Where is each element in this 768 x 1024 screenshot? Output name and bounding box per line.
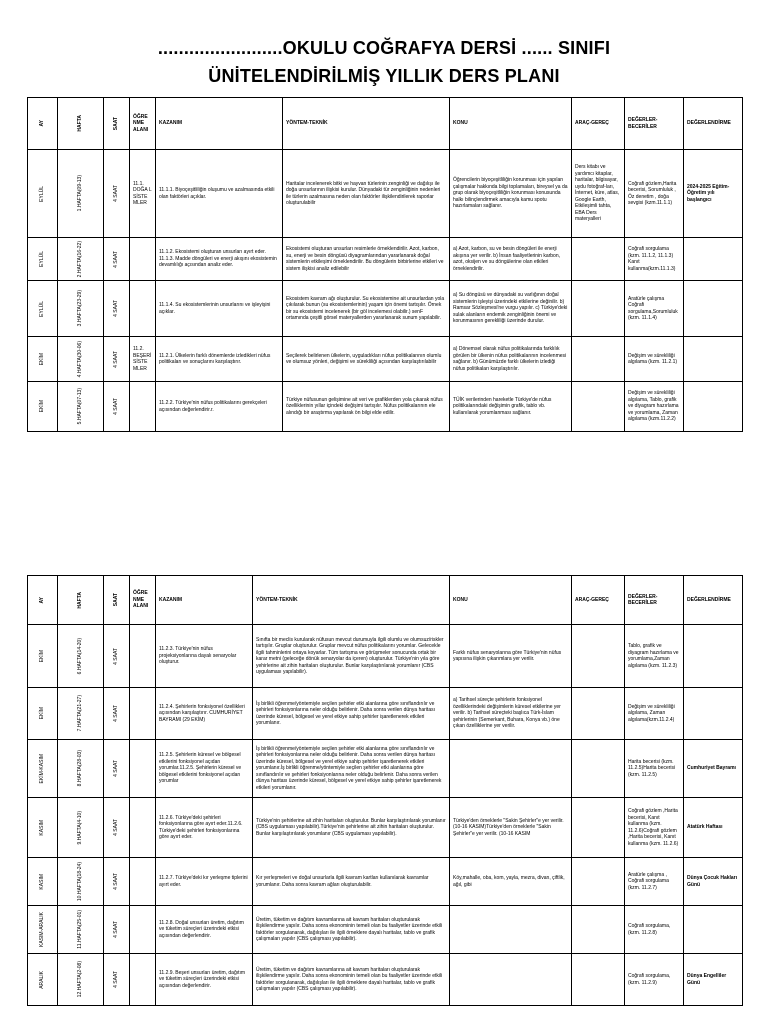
month-cell: KASIM <box>28 798 58 858</box>
kazanim-cell: 11.1.4. Su ekosistemlerinin unsurlarını ve işleyişini açıklar. <box>156 281 283 337</box>
week-cell: 2.HAFTA(16-22) <box>58 238 104 281</box>
hours-cell: 4 SAAT <box>104 954 130 1006</box>
header-hafta: HAFTA <box>58 98 104 150</box>
degerlendirme-cell <box>684 382 743 432</box>
month-cell: EYLÜL <box>28 238 58 281</box>
table-row <box>28 740 743 798</box>
degerler-cell: Aratürle çalışma , Coğrafi sorgulama (kzm. 11.2.7) <box>625 858 684 906</box>
table-row <box>28 906 743 954</box>
arac-cell <box>572 281 625 337</box>
hours-cell: 4 SAAT <box>104 906 130 954</box>
header-ay: AY <box>28 98 58 150</box>
hours-cell: 4 SAAT <box>104 281 130 337</box>
header-yontem: YÖNTEM-TEKNİK <box>253 576 450 625</box>
week-cell: 11.HAFTA(25-01) <box>58 906 104 954</box>
learning-area-cell <box>130 858 156 906</box>
table-header-row <box>28 98 743 150</box>
hours-cell: 4 SAAT <box>104 740 130 798</box>
kazanim-cell: 11.1.1. Biyoçeşitliliğin oluşumu ve azalmasında etkili olan faktörleri açıklar. <box>156 150 283 238</box>
table-row <box>28 798 743 858</box>
header-konu: KONU <box>450 98 572 150</box>
header-kazanim: KAZANIM <box>156 98 283 150</box>
learning-area-cell: 11.1. DOĞA L SİSTE MLER <box>130 150 156 238</box>
learning-area-cell <box>130 906 156 954</box>
table-header-row <box>28 576 743 625</box>
arac-cell <box>572 337 625 382</box>
page-subtitle: ÜNİTELENDİRİLMİŞ YILLIK DERS PLANI <box>208 66 560 86</box>
arac-cell <box>572 238 625 281</box>
arac-cell <box>572 688 625 740</box>
degerler-cell: Değişim ve sürekliliği algılama, Zaman algılama(kzm.11.2.4) <box>625 688 684 740</box>
learning-area-cell <box>130 238 156 281</box>
header-degerler: DEĞERLER-BECERİLER <box>625 98 684 150</box>
table-row <box>28 150 743 238</box>
learning-area-cell <box>130 798 156 858</box>
table-row <box>28 382 743 432</box>
month-cell: EKİM-KASIM <box>28 740 58 798</box>
kazanim-cell: 11.2.2. Türkiye'nin nüfus politikalarını gerekçeleri açısından değerlendirir.r. <box>156 382 283 432</box>
arac-cell <box>572 382 625 432</box>
month-cell: EKİM <box>28 337 58 382</box>
table-row <box>28 858 743 906</box>
month-cell: EYLÜL <box>28 150 58 238</box>
degerlendirme-cell: Dünya Engelliler Günü <box>684 954 743 1006</box>
header-yontem: YÖNTEM-TEKNİK <box>283 98 450 150</box>
konu-cell: Farklı nüfus senaryolarına göre Türkiye'nin nüfus yapısına ilişkin çıkarımlara yer verilir. <box>450 625 572 688</box>
month-cell: KASIM-ARALIK <box>28 906 58 954</box>
week-cell: 5.HAFTA(07-13) <box>58 382 104 432</box>
konu-cell: Köy,mahalle, oba, kom, yayla, mezra, divan, çiftlik, ağıl, gibi <box>450 858 572 906</box>
learning-area-cell <box>130 625 156 688</box>
degerler-cell: Harita becerisi (kzm. 11.2.5)Harita becerisi (kzm. 11.2.5) <box>625 740 684 798</box>
hours-cell: 4 SAAT <box>104 238 130 281</box>
degerler-cell: Değişim ve sürekliliği algılama, Tablo, grafik ve diyagram hazırlama ve yorumlama, Zaman algılama (kzm.11.2.2) <box>625 382 684 432</box>
learning-area-cell: 11.2. BEŞERİ SİSTE MLER <box>130 337 156 382</box>
header-kazanim: KAZANIM <box>156 576 253 625</box>
kazanim-cell: 11.2.7. Türkiye'deki kır yerleşme tiplerini ayırt eder. <box>156 858 253 906</box>
header-saat: SAAT <box>104 576 130 625</box>
degerlendirme-cell <box>684 281 743 337</box>
degerlendirme-cell <box>684 238 743 281</box>
month-cell: EYLÜL <box>28 281 58 337</box>
yontem-cell: Üretim, tüketim ve dağıtım kavramlarına ait kavram haritaları oluşturularak ilişkilendirme yapılır. Daha sonra ekonominin temeli olan bu faaliyetler üzerinde etkili faktörler sorgulanarak, dağılışları ile ilgili örneklere dayalı haritalar, tablo ve grafik çalışmaları yapılır (CBS çalışması yapılabilir). <box>253 906 450 954</box>
yontem-cell: İş birlikli öğrenme/yöntemiyle seçilen şehirler etki alanlarına göre sınıflandırılır ve şehirleri fonksiyonlarına neler olduğu belirlenir. Daha sonra verilen dünya haritası üzerinde küresel, bölgesel ve yerel etkiye sahip şehirler işaretlenerek etkileri yorumlanır.İş birlikli öğrenme/yöntemiyle seçilen şehirler etki alanlarına göre sınıflandırılır ve şehirleri fonksiyonlarına neler olduğu belirlenir. Daha sonra verilen dünya haritası üzerinde küresel, bölgesel ve yerel etkiye sahip şehirler işaretlenerek etkileri yorumlanır. <box>253 740 450 798</box>
header-degerler: DEĞERLER-BECERİLER <box>625 576 684 625</box>
kazanim-cell: 11.2.3. Türkiye'nin nüfus projeksiyonlarına dayalı senaryolar oluşturur. <box>156 625 253 688</box>
kazanim-cell: 11.2.9. Beşeri unsurları üretim, dağıtım ve tüketim süreçleri üzerindeki etkisi açısından değerlendirir. <box>156 954 253 1006</box>
yontem-cell: Kır yerleşmeleri ve doğal unsurlarla ilgili kavram kartları kullanılarak kavramlar yorumlanır. Daha sonra kavram ağları oluşturulabilir. <box>253 858 450 906</box>
konu-cell: Türkiye'den örneklerle "Sakin Şehirler"e yer verilir. (10-16 KASIM)Türkiye'den örneklerle "Sakin Şehirler"e yer verilir. (10-16 KASIM <box>450 798 572 858</box>
yontem-cell: Türkiye'nin şehirlerine ait zihin haritaları oluşturulur. Bunlar karşılaştırılarak yorumlanır (CBS uygulaması yapılabilir).Türkiye'nin şehirlerine ait zihin haritaları oluşturulur. Bunlar karşılaştırılarak yorumlanır (CBS uygulaması yapılabilir). <box>253 798 450 858</box>
hours-cell: 4 SAAT <box>104 858 130 906</box>
learning-area-cell <box>130 954 156 1006</box>
table-row <box>28 954 743 1006</box>
degerler-cell: Coğrafi gözlem,Harita becerisi, Sorumluluk , Öz denetim , doğa sevgisi (kzm.11.1.1) <box>625 150 684 238</box>
header-arac: ARAÇ-GEREÇ <box>572 98 625 150</box>
degerler-cell: Coğrafi sorgulama (kzm. 11.1.2, 11.1.3) Kanıt kullanma(kzm.11.1.3) <box>625 238 684 281</box>
yontem-cell: Türkiye nüfusunun gelişimine ait veri ve grafiklerden yola çıkarak nüfus özelliklerinin yıllar içindeki değişimi tartışılır. Nüfus politikalarının ele alındığı bir araştırma yapılarak ön bilgi elde edilir. <box>283 382 450 432</box>
degerler-cell: Tablo, grafik ve diyagram hazırlama ve yorumlama,Zaman algılama (kzm. 11.2.3) <box>625 625 684 688</box>
arac-cell: Ders kitabı ve yardımcı kitaplar, haritalar, bilgisayar, uydu fotoğraf-ları, İnternet, küre, atlas, Google Earth, Etkileşimli tahta, EBA Ders materyalleri <box>572 150 625 238</box>
header-hafta: HAFTA <box>58 576 104 625</box>
degerlendirme-cell <box>684 625 743 688</box>
header-konu: KONU <box>450 576 572 625</box>
plan-table-1 <box>27 97 743 432</box>
week-cell: 8.HAFTA(28-03) <box>58 740 104 798</box>
degerlendirme-cell <box>684 906 743 954</box>
table-row <box>28 625 743 688</box>
yontem-cell: Ekosistem kavram ağı oluşturulur. Su ekosistemine ait unsurlardan yola çıkılarak bunun (su ekosistemlerinin) yaşam için önemi tartışılır. Örnek bir su ekosistemi incelenerek (bir göl incelemesi olabilir.) senF ortamında çeşitli görsel materyallerden yararlanarak sunum yapılabilir. <box>283 281 450 337</box>
yontem-cell: İş birlikli öğrenme/yöntemiyle seçilen şehirler etki alanlarına göre sınıflandırılır ve şehirleri fonksiyonlarına neler olduğu belirlenir. Daha sonra verilen dünya haritası üzerinde küresel, bölgesel ve yerel etkiye sahip şehirler işaretlenerek etkileri yorumlanır. <box>253 688 450 740</box>
konu-cell: Öğrencilerin biyoçeşitliliğin korunması için yapılan çalışmalar hakkında bilgi toplamaları, bireysel ya da grup olarak biyoçeşitliliğin korunması konusunda halkı bilinçlendirmek amacıyla kamu spotu hazırlamaları sağlanır. <box>450 150 572 238</box>
week-cell: 7.HAFTA(21-27) <box>58 688 104 740</box>
week-cell: 12.HAFTA(2-08) <box>58 954 104 1006</box>
degerler-cell: Aratürle çalışma Coğrafi sorgulama,Sorumluluk (kzm. 11.1.4) <box>625 281 684 337</box>
hours-cell: 4 SAAT <box>104 150 130 238</box>
learning-area-cell <box>130 281 156 337</box>
learning-area-cell <box>130 688 156 740</box>
kazanim-cell: 11.2.4. Şehirlerin fonksiyonel özellikleri açısından karşılaştırır. CUMHURİYET BAYRAMI (29 EKİM) <box>156 688 253 740</box>
week-cell: 10.HAFTA(18-24) <box>58 858 104 906</box>
page-title: ........................OKULU COĞRAFYA DERSİ ...... SINIFI <box>157 38 611 58</box>
month-cell: EKİM <box>28 625 58 688</box>
header-saat: SAAT <box>104 98 130 150</box>
hours-cell: 4 SAAT <box>104 382 130 432</box>
table-row <box>28 337 743 382</box>
week-cell: 3.HAFTA(23-29) <box>58 281 104 337</box>
yontem-cell: Ekosistemi oluşturan unsurları resimlerle örneklendirilir. Azot, karbon, su, enerji ve besin döngüsü diyagramlarından yararlanarak doğal sistemlerin etkileşimi örneklendirilir. Bu döngülerin birbirlerine etkileri ve sistem ilişkisi analiz edilebilir <box>283 238 450 281</box>
header-degerlendirme: DEĞERLENDİRME <box>684 98 743 150</box>
konu-cell <box>450 740 572 798</box>
month-cell: KASIM <box>28 858 58 906</box>
arac-cell <box>572 858 625 906</box>
arac-cell <box>572 625 625 688</box>
hours-cell: 4 SAAT <box>104 798 130 858</box>
header-degerlendirme: DEĞERLENDİRME <box>684 576 743 625</box>
week-cell: 4.HAFTA(30-06) <box>58 337 104 382</box>
month-cell: EKİM <box>28 382 58 432</box>
header-arac: ARAÇ-GEREÇ <box>572 576 625 625</box>
plan-table-2 <box>27 575 743 1006</box>
yontem-cell: Üretim, tüketim ve dağıtım kavramlarına ait kavram haritaları oluşturularak ilişkilendirme yapılır. Daha sonra ekonominin temeli olan bu faaliyetler üzerinde etkili faktörler sorgulanarak, dağılışları ile ilgili örneklere dayalı haritalar, tablo ve grafik çalışmaları yapılır (CBS çalışması yapılabilir). <box>253 954 450 1006</box>
kazanim-cell: 11.2.6. Türkiye'deki şehirleri fonksiyonlarına göre ayırt eder.11.2.6. Türkiye'deki şehirleri fonksiyonlarına göre ayırt eder. <box>156 798 253 858</box>
yontem-cell: Sınıfta bir meclis kurularak nüfusun mevcut durumuyla ilgili olumlu ve olumsuz/riskler tartışılır. Gruplar oluşturulur. Gruplar mevcut nüfus politikalarını yorumlar. Gelecekle ilgili tahminlerini ortaya koyarlar. Tüm tartışma ve görüşmeler sonucunda ortak bir karar metni (geleceğe dönük senaryolar da içeren) oluşturulur. Türkiye'nin yıla göre yehirlerine ait zihin haritaları oluşturulur. Bunlar karşılaştırılarak yorumlanır (CBS uygulaması yapılabilir). <box>253 625 450 688</box>
header-ogrenme-alani: ÖĞRE NME ALANI <box>130 98 156 150</box>
week-cell: 9.HAFTA(4-10) <box>58 798 104 858</box>
table-row <box>28 281 743 337</box>
degerler-cell: Coğrafi sorgulama, (kzm. 11.2.9) <box>625 954 684 1006</box>
kazanim-cell: 11.1.2. Ekosistemi oluşturan unsurları ayırt eder. 11.1.3. Madde döngüleri ve enerji akışını ekosistemin devamlılığı açısından analiz eder. <box>156 238 283 281</box>
kazanim-cell: 11.2.1. Ülkelerin farklı dönemlerde izledikleri nüfus politikaları ve sonuçlarını karşılaştırır. <box>156 337 283 382</box>
konu-cell: TÜİK verilerinden hareketle Türkiye'de nüfus politikalarındaki değişimin grafik, tablo vb. kullanılarak yorumlanması sağlanır. <box>450 382 572 432</box>
header-ogrenme-alani: ÖĞRE NME ALANI <box>130 576 156 625</box>
degerler-cell: Değişim ve sürekliliği algılama (kzm. 11.2.1) <box>625 337 684 382</box>
arac-cell <box>572 740 625 798</box>
yontem-cell: Seçilerek belirlenen ülkelerin, uyguladıkları nüfus politikalarının olumlu ve olumsuz yönleri, değişimi ve sürekliliği açısından karşılaştırılabilir <box>283 337 450 382</box>
hours-cell: 4 SAAT <box>104 688 130 740</box>
konu-cell: a) Su döngüsü ve dünyadaki su varlığının doğal sistemlerin işleyişi üzerindeki etkilerine değinilir. b) Ramsar Sözleşmesi'ne vurgu yapılır. c) Türkiye'deki sulak alanların endemik zenginliğinin önemi ve korunmasının gerekliliği üzerinde durulur. <box>450 281 572 337</box>
table-row <box>28 688 743 740</box>
degerlendirme-cell <box>684 688 743 740</box>
month-cell: ARALIK <box>28 954 58 1006</box>
arac-cell <box>572 906 625 954</box>
header-ay: AY <box>28 576 58 625</box>
hours-cell: 4 SAAT <box>104 625 130 688</box>
table-row <box>28 238 743 281</box>
month-cell: EKİM <box>28 688 58 740</box>
konu-cell: a) Dönemsel olarak nüfus politikalarında farklılık görülen bir ülkenin nüfus politikalarının incelenmesi sağlanır. b) Günümüzde farklı ülkelerin izlediği nüfus politikaları karşılaştırılır. <box>450 337 572 382</box>
learning-area-cell <box>130 740 156 798</box>
learning-area-cell <box>130 382 156 432</box>
arac-cell <box>572 798 625 858</box>
degerlendirme-cell: Dünya Çocuk Hakları Günü <box>684 858 743 906</box>
arac-cell <box>572 954 625 1006</box>
konu-cell <box>450 954 572 1006</box>
degerler-cell: Coğrafi sorgulama, (kzm. 11.2.8) <box>625 906 684 954</box>
week-cell: 6.HAFTA(14-20) <box>58 625 104 688</box>
degerlendirme-cell <box>684 337 743 382</box>
kazanim-cell: 11.2.5. Şehirlerin küresel ve bölgesel etkilerini fonksiyonel açıdan yorumlar.11.2.5. Şehirlerin küresel ve bölgesel etkilerini fonksiyonel açıdan yorumlar <box>156 740 253 798</box>
hours-cell: 4 SAAT <box>104 337 130 382</box>
konu-cell: a) Tarihsel süreçte şehirlerin fonksiyonel özelliklerindeki değişimlerin küresel etkilerine yer verilir. b) Tarihsel süreçteki başlıca Türk-İslam şehirlerinin (Semerkant, Buhara, Konya vb.) öne çıkan özelliklerine yer verilir. <box>450 688 572 740</box>
konu-cell <box>450 906 572 954</box>
degerlendirme-cell: 2024-2025 Eğitim-Öğretim yılı başlangıcı <box>684 150 743 238</box>
kazanim-cell: 11.2.8. Doğal unsurları üretim, dağıtım ve tüketim süreçleri üzerindeki etkisi açısından değerlendirir. <box>156 906 253 954</box>
degerler-cell: Coğrafi gözlem ,Harita becerisi, Kanıt kullanma (kzm. 11.2.6)Coğrafi gözlem ,Harita becerisi, Kanıt kullanma (kzm. 11.2.6) <box>625 798 684 858</box>
degerlendirme-cell: Atatürk Haftası <box>684 798 743 858</box>
yontem-cell: Haritalar incelenerek bitki ve hayvan türlerinin zenginliği ve dağılışı ile doğa unsurlarının ilişkisi kurulur. Dünyadaki tür zenginliğinin nedenleri ile türlerin azalmasına neden olan faktörler ilişkilendirilerek raporlar oluşturulabilir <box>283 150 450 238</box>
degerlendirme-cell: Cumhuriyet Bayramı <box>684 740 743 798</box>
week-cell: 1.HAFTA(09-13) <box>58 150 104 238</box>
konu-cell: a) Azot, karbon, su ve besin döngüleri ile enerji akışına yer verilir. b) İnsan faaliyetlerinin karbon, azot, oksijen ve su döngülerine olan etkileri örneklendirilir. <box>450 238 572 281</box>
